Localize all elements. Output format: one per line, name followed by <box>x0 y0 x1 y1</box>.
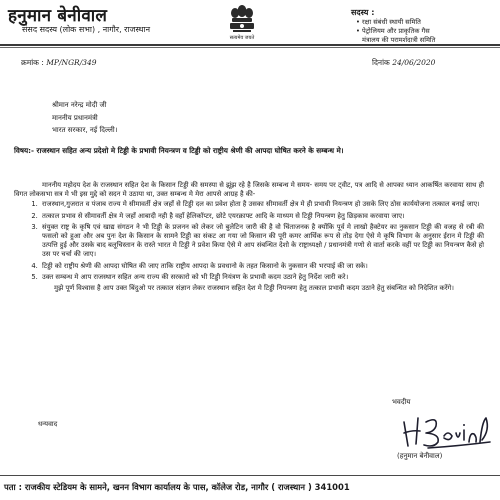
reference-number <box>21 58 97 68</box>
letterhead-divider <box>0 44 500 46</box>
signature-caption: भवदीय <box>392 398 411 406</box>
addressee-block <box>52 99 117 137</box>
mp-designation: संसद सदस्य (लोक सभा) , नागौर, राजस्थान <box>22 25 151 34</box>
membership-item: • रक्षा संबंधी स्थायी समिति <box>356 18 421 26</box>
letterhead-divider-thin <box>0 47 500 48</box>
addressee-line: श्रीमान नरेन्द्र मोदी जी <box>52 101 107 109</box>
closing-thanks: धन्यवाद <box>38 420 58 428</box>
addressee-line: माननीय प्रधानमंत्री <box>52 113 98 122</box>
request-point: 2. तत्काल प्रभाव से सीमावर्ती क्षेत्र मे जहाँ आबादी नही है वहाँ हेलिकॉप्टर, छोटे एयरक्राफ्ट आदि के माध्यम से टिड्डी नियन्त्रण हेतु छिड़काव करवाया जाए। <box>40 212 484 221</box>
handwritten-signature <box>398 412 494 452</box>
reference-value: MP/NGR/349 <box>46 58 97 67</box>
date-value: 24/06/2020 <box>392 58 436 67</box>
national-emblem-icon <box>224 4 260 36</box>
request-points <box>14 200 484 282</box>
request-point: 1. राजस्थान,गुजरात व पंजाब राज्य मे सीमावर्ती क्षेत्र जहाँ से टिड्डी दल का प्रवेश होता है उसका सीमावर्ती क्षेत्र मे ही प्रभावी नियन्त्रण हो उसके लिए ठोस कार्ययोजना तत्काल बनाई जाए। <box>40 200 484 209</box>
letter-body <box>14 181 484 293</box>
letter-subject: विषय:- राजस्थान सहित अन्य प्रदेशो मे टिड्डी के प्रभावी नियन्त्रण व टिड्डी को राष्ट्रीय श्रेणी की आपदा घोषित करने के सम्बन्ध मे। <box>14 146 344 155</box>
membership-label: सदस्य : <box>351 8 375 17</box>
membership-item: मंत्रालय की परामर्शदात्री समिति <box>362 36 436 44</box>
emblem-motto: सत्यमेव जयते <box>229 35 255 41</box>
footer-divider <box>0 475 500 476</box>
intro-paragraph: माननीय महोदय देश के राजस्थान सहित देश के किसान टिड्डी की समस्या से झूंझ रहे है जिसके सम्बन्ध मे समय- समय पर ट्वीट, पत्र आदि से आपका ध्यान आकर्षित करवाया साथ ही विगत लोकसभा सत्र मे भी इस मुद्दे को सदन मे उठाया था, उक्त सम्बन्ध मे मेरा आपसे आग्रह है की- <box>14 181 484 199</box>
membership-item: • पेट्रोलियम और प्राकृतिक गैस <box>356 27 430 35</box>
request-point: 4. टिड्डी को राष्ट्रीय श्रेणी की आपदा घोषित की जाए ताकि राष्ट्रीय आपदा के प्रवधानो के तहत किसानो के नुकसान की भरपाई की जा सके। <box>40 262 484 271</box>
date-label: दिनांक <box>372 58 390 67</box>
membership-list <box>356 18 435 45</box>
footer-address: पता : राजकीय स्टेडियम के सामने, खनन विभाग कार्यालय के पास, कॉलेज रोड, नागौर ( राजस्थान ) 341001 <box>4 482 350 492</box>
mp-name: हनुमान बेनीवाल <box>8 6 108 26</box>
letter-date <box>372 58 435 68</box>
reference-label: क्रमांक : <box>21 58 44 67</box>
request-point: 5. उक्त सम्बन्ध मे आप राजस्थान सहित अन्य राज्य की सरकारो को भी टिड्डी नियंत्रण के प्रभावी कदम उठाने हेतु निर्देश जारी करे। <box>40 273 484 282</box>
signatory-name: (हनुमान बेनीवाल) <box>397 452 443 460</box>
addressee-line: भारत सरकार, नई दिल्ली। <box>52 126 118 134</box>
request-point: 3. संयुक्त राष्ट्र के कृषि एवं खाद्य संगठन ने भी टिड्डी के प्रजनन को लेकर जो बुलेटिन जारी की है वो चिंताजनक है क्योंकि पूर्व मे लाखो हैक्टेयर का नुकसान टिड्डी की वजह से रबी की फसलो को हुआ और अब पुनः देश के किसान के सामने टिड्डी का संकट आ गया जो किसान की पूरी कमर आर्थिक रूप से तोड़ देगा ऐसे मे कृषि विभाग के अनुसार ईरान मे टिड्डी की उत्पत्ति हुई और उसके बाद बलूचिस्तान के रास्ते भारत मे टिड्डी ने प्रवेश किया ऐसे मे आप संबन्धित देशो के राष्ट्राध्यक्षो / प्रधानमंत्री गणो से वार्ता करके वहीं पर टिड्डी का नियन्त्रण कैसे हो उस पर चर्चा की जाए। <box>40 223 484 260</box>
conclusion-paragraph: मुझे पूर्ण विश्वास है आप उक्त बिंदुओ पर तत्काल संज्ञान लेकर राजस्थान सहित देश मे टिड्डी नियन्त्रण हेतु तत्काल प्रभावी कदम उठाने हेतु संबन्धित को निदेशित करेंगे। <box>54 284 454 293</box>
